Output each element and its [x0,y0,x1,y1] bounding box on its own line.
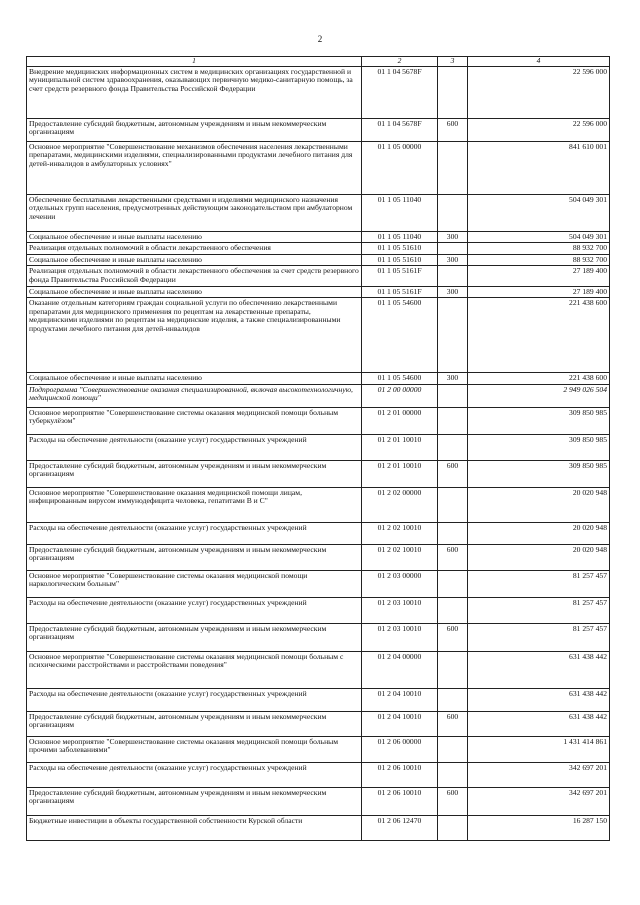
row-name-cell: Оказание отдельным категориям граждан социальной услуги по обеспечению лекарственными препаратами для медицинского применения по рецептам на лекарственные препараты, медицинскими изделиями по рецептам на медицинские изделия, а также специализированными продуктами лечебного питания для детей-инвалидов [27,298,362,373]
row-name-cell: Социальное обеспечение и иные выплаты населению [27,373,362,385]
row-type-cell [438,522,468,544]
row-name-cell: Социальное обеспечение и иные выплаты населению [27,231,362,243]
table-row [27,522,610,544]
table-row [27,487,610,522]
row-type-cell [438,141,468,194]
row-code-cell: 01 1 05 54600 [362,373,438,385]
row-sum-cell: 22 596 000 [468,66,610,118]
row-name-cell: Основное мероприятие "Совершенствование системы оказания медицинской помощи наркологическим больным" [27,570,362,597]
row-type-cell: 600 [438,711,468,736]
row-sum-cell: 81 257 457 [468,623,610,651]
row-code-cell: 01 2 06 12470 [362,815,438,840]
row-sum-cell: 20 020 948 [468,522,610,544]
row-sum-cell: 221 438 600 [468,298,610,373]
row-code-cell: 01 2 02 00000 [362,487,438,522]
row-name-cell: Основное мероприятие "Совершенствование системы оказания медицинской помощи больным с психическими расстройствами и расстройствами поведения" [27,651,362,688]
row-code-cell: 01 1 05 5161F [362,286,438,298]
row-sum-cell: 88 932 700 [468,254,610,266]
row-sum-cell: 16 287 150 [468,815,610,840]
row-sum-cell: 309 850 985 [468,460,610,487]
table-row [27,762,610,787]
table-row [27,66,610,118]
row-type-cell: 600 [438,118,468,141]
row-name-cell: Подпрограмма "Совершенствование оказания специализированной, включая высокотехнологичную, медицинской помощи" [27,384,362,407]
table-row [27,544,610,570]
table-row [27,407,610,434]
row-sum-cell: 309 850 985 [468,407,610,434]
row-sum-cell: 22 596 000 [468,118,610,141]
row-code-cell: 01 2 03 10010 [362,597,438,623]
page-number: 2 [317,34,323,44]
row-sum-cell: 504 049 301 [468,194,610,231]
row-code-cell: 01 1 05 54600 [362,298,438,373]
table-row [27,254,610,266]
row-name-cell: Расходы на обеспечение деятельности (оказание услуг) государственных учреждений [27,597,362,623]
row-type-cell [438,194,468,231]
row-name-cell: Основное мероприятие "Совершенствование системы оказания медицинской помощи больным туберкулёзом" [27,407,362,434]
table-row [27,384,610,407]
row-name-cell: Расходы на обеспечение деятельности (оказание услуг) государственных учреждений [27,434,362,460]
row-sum-cell: 27 189 400 [468,266,610,286]
row-type-cell: 300 [438,373,468,385]
row-type-cell: 300 [438,231,468,243]
row-type-cell [438,487,468,522]
table-row [27,298,610,373]
row-name-cell: Бюджетные инвестиции в объекты государственной собственности Курской области [27,815,362,840]
row-sum-cell: 2 949 026 504 [468,384,610,407]
table-row [27,597,610,623]
row-code-cell: 01 1 05 51610 [362,254,438,266]
row-sum-cell: 309 850 985 [468,434,610,460]
row-name-cell: Реализация отдельных полномочий в области лекарственного обеспечения [27,243,362,255]
row-sum-cell: 88 932 700 [468,243,610,255]
row-sum-cell: 1 431 414 861 [468,736,610,762]
row-type-cell: 300 [438,286,468,298]
row-sum-cell: 81 257 457 [468,597,610,623]
row-type-cell [438,66,468,118]
header-col-1: 1 [27,57,362,67]
table-row [27,787,610,815]
row-name-cell: Основное мероприятие "Совершенствование оказания медицинской помощи лицам, инфицированным вирусом иммунодефицита человека, гепатитами В и С" [27,487,362,522]
table-row [27,651,610,688]
row-name-cell: Основное мероприятие "Совершенствование системы оказания медицинской помощи больным прочими заболеваниями" [27,736,362,762]
row-name-cell: Обеспечение бесплатными лекарственными средствами и изделиями медицинского назначения отдельных групп населения, предусмотренных действующим законодательством при амбулаторном лечении [27,194,362,231]
row-code-cell: 01 2 03 10010 [362,623,438,651]
table-row [27,623,610,651]
table-row [27,243,610,255]
row-name-cell: Расходы на обеспечение деятельности (оказание услуг) государственных учреждений [27,762,362,787]
row-sum-cell: 504 049 301 [468,231,610,243]
row-code-cell: 01 2 04 10010 [362,688,438,711]
table-header-row [27,57,610,67]
row-code-cell: 01 2 04 10010 [362,711,438,736]
row-sum-cell: 81 257 457 [468,570,610,597]
table-row [27,736,610,762]
row-sum-cell: 631 438 442 [468,688,610,711]
row-code-cell: 01 1 05 11040 [362,194,438,231]
row-type-cell: 600 [438,544,468,570]
row-type-cell [438,651,468,688]
row-type-cell [438,762,468,787]
row-code-cell: 01 1 05 51610 [362,243,438,255]
row-sum-cell: 631 438 442 [468,651,610,688]
table-row [27,194,610,231]
row-code-cell: 01 2 02 10010 [362,544,438,570]
row-name-cell: Предоставление субсидий бюджетным, автономным учреждениям и иным некоммерческим организациям [27,544,362,570]
row-code-cell: 01 2 02 10010 [362,522,438,544]
table-row [27,231,610,243]
row-sum-cell: 20 020 948 [468,544,610,570]
row-name-cell: Внедрение медицинских информационных систем в медицинских организациях государственной и муниципальной систем здравоохранения, оказывающих первичную медико-санитарную помощь, за счет средств резервного фонда Правительства Российской Федерации [27,66,362,118]
row-sum-cell: 27 189 400 [468,286,610,298]
row-name-cell: Предоставление субсидий бюджетным, автономным учреждениям и иным некоммерческим организациям [27,118,362,141]
table-row [27,711,610,736]
row-name-cell: Реализация отдельных полномочий в области лекарственного обеспечения за счет средств резервного фонда Правительства Российской Федерации [27,266,362,286]
table-row [27,570,610,597]
row-name-cell: Предоставление субсидий бюджетным, автономным учреждениям и иным некоммерческим организациям [27,787,362,815]
row-type-cell [438,266,468,286]
row-sum-cell: 221 438 600 [468,373,610,385]
row-code-cell: 01 1 04 5678F [362,118,438,141]
row-type-cell [438,298,468,373]
row-type-cell [438,570,468,597]
table-row [27,141,610,194]
row-sum-cell: 631 438 442 [468,711,610,736]
row-type-cell [438,688,468,711]
row-type-cell: 600 [438,460,468,487]
row-code-cell: 01 2 06 00000 [362,736,438,762]
row-name-cell: Предоставление субсидий бюджетным, автономным учреждениям и иным некоммерческим организациям [27,623,362,651]
row-name-cell: Социальное обеспечение и иные выплаты населению [27,254,362,266]
row-name-cell: Социальное обеспечение и иные выплаты населению [27,286,362,298]
row-code-cell: 01 1 05 11040 [362,231,438,243]
row-type-cell [438,736,468,762]
row-sum-cell: 20 020 948 [468,487,610,522]
table-row [27,118,610,141]
table-row [27,373,610,385]
table-row [27,434,610,460]
table-row [27,286,610,298]
row-name-cell: Предоставление субсидий бюджетным, автономным учреждениям и иным некоммерческим организациям [27,460,362,487]
row-type-cell: 600 [438,787,468,815]
budget-table [26,56,610,841]
row-type-cell [438,815,468,840]
table-row [27,460,610,487]
row-sum-cell: 342 697 201 [468,787,610,815]
row-type-cell [438,597,468,623]
table-row [27,688,610,711]
row-code-cell: 01 2 06 10010 [362,762,438,787]
header-col-4: 4 [468,57,610,67]
row-type-cell [438,243,468,255]
table-row [27,815,610,840]
row-type-cell [438,384,468,407]
row-code-cell: 01 2 01 10010 [362,434,438,460]
row-code-cell: 01 1 05 5161F [362,266,438,286]
row-type-cell: 300 [438,254,468,266]
row-code-cell: 01 1 05 00000 [362,141,438,194]
row-sum-cell: 342 697 201 [468,762,610,787]
row-name-cell: Предоставление субсидий бюджетным, автономным учреждениям и иным некоммерческим организациям [27,711,362,736]
row-code-cell: 01 2 01 10010 [362,460,438,487]
row-type-cell [438,434,468,460]
row-type-cell: 600 [438,623,468,651]
header-col-2: 2 [362,57,438,67]
row-code-cell: 01 2 03 00000 [362,570,438,597]
row-name-cell: Расходы на обеспечение деятельности (оказание услуг) государственных учреждений [27,688,362,711]
header-col-3: 3 [438,57,468,67]
row-sum-cell: 841 610 001 [468,141,610,194]
row-name-cell: Основное мероприятие "Совершенствование механизмов обеспечения населения лекарственными препаратами, медицинскими изделиями, специализированными продуктами лечебного питания для детей-инвалидов в амбулаторных условиях" [27,141,362,194]
row-code-cell: 01 2 01 00000 [362,407,438,434]
row-code-cell: 01 2 04 00000 [362,651,438,688]
row-name-cell: Расходы на обеспечение деятельности (оказание услуг) государственных учреждений [27,522,362,544]
row-code-cell: 01 2 06 10010 [362,787,438,815]
row-code-cell: 01 1 04 5678F [362,66,438,118]
table-row [27,266,610,286]
row-code-cell: 01 2 00 00000 [362,384,438,407]
row-type-cell [438,407,468,434]
